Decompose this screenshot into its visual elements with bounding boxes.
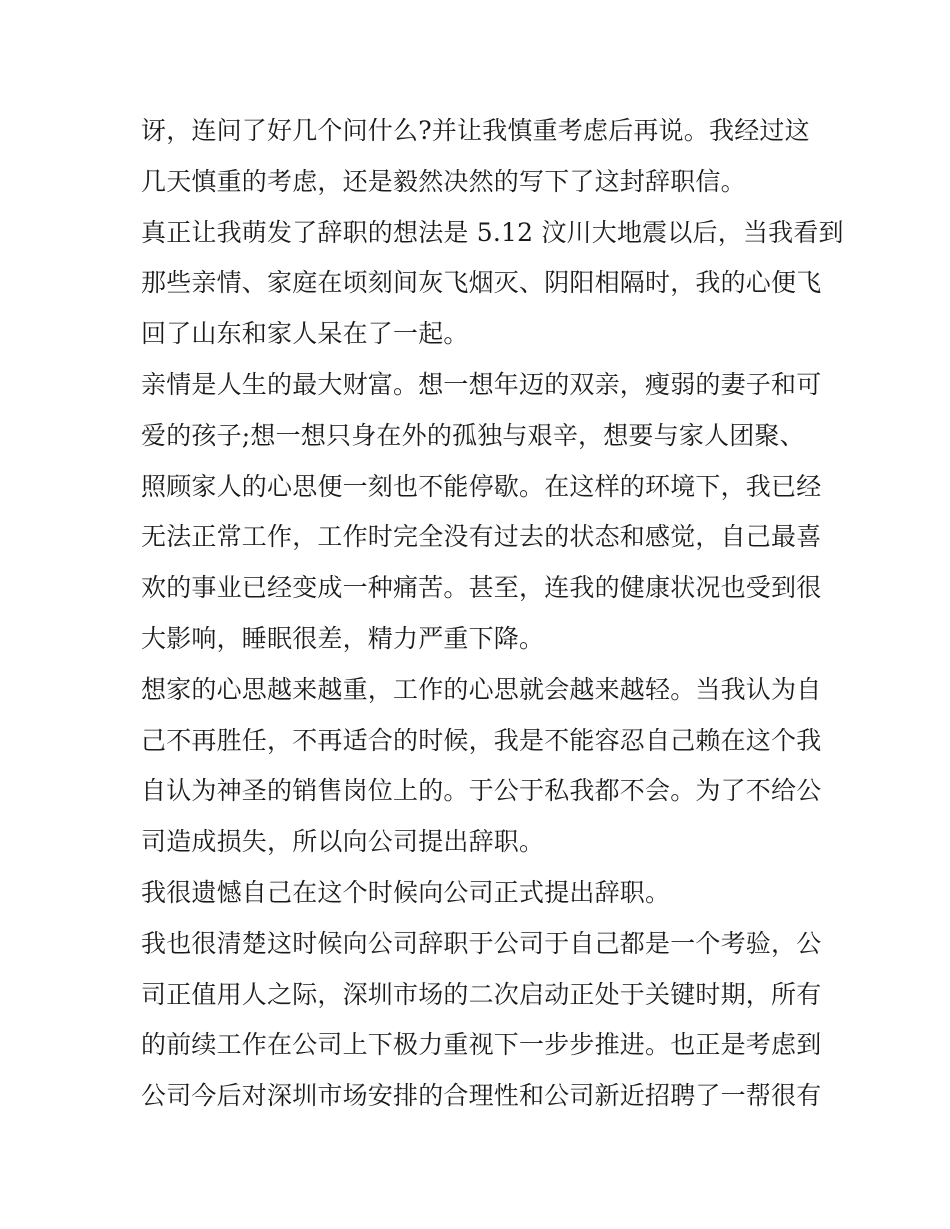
text-line: 我很遗憾自己在这个时候向公司正式提出辞职。: [141, 877, 671, 907]
text-line: 司造成损失，所以向公司提出辞职。: [141, 827, 545, 857]
text-line: 的前续工作在公司上下极力重视下一步步推进。也正是考虑到: [141, 1030, 822, 1060]
text-line: 亲情是人生的最大财富。想一想年迈的双亲，瘦弱的妻子和可: [141, 369, 822, 399]
text-line: 公司今后对深圳市场安排的合理性和公司新近招聘了一帮很有: [141, 1081, 822, 1111]
text-line: 自认为神圣的销售岗位上的。于公于私我都不会。为了不给公: [141, 776, 822, 806]
text-line: 想家的心思越来越重，工作的心思就会越来越轻。当我认为自: [141, 674, 822, 704]
text-line: 几天慎重的考虑，还是毅然决然的写下了这封辞职信。: [141, 166, 746, 196]
text-line: 讶，连问了好几个问什么?并让我慎重考虑后再说。我经过这: [141, 116, 810, 145]
text-line: 回了山东和家人呆在了一起。: [141, 319, 469, 349]
text-line: 真正让我萌发了辞职的想法是 5.12 汶川大地震以后，当我看到: [141, 217, 844, 247]
text-line: 我也很清楚这时候向公司辞职于公司于自己都是一个考验，公: [141, 928, 822, 958]
text-line: 欢的事业已经变成一种痛苦。甚至，连我的健康状况也受到很: [141, 573, 822, 603]
text-line: 爱的孩子;想一想只身在外的孤独与艰辛，想要与家人团聚、: [141, 420, 805, 450]
body-text: [141, 106, 844, 1122]
text-line: 无法正常工作，工作时完全没有过去的状态和感觉，自己最喜: [141, 522, 822, 552]
text-line: 大影响，睡眠很差，精力严重下降。: [141, 623, 545, 653]
text-line: 那些亲情、家庭在顷刻间灰飞烟灭、阴阳相隔时，我的心便飞: [141, 268, 822, 298]
text-line: 己不再胜任，不再适合的时候，我是不能容忍自己赖在这个我: [141, 725, 822, 755]
text-line: 司正值用人之际，深圳市场的二次启动正处于关键时期，所有: [141, 979, 822, 1009]
text-line: 照顾家人的心思便一刻也不能停歇。在这样的环境下，我已经: [141, 471, 822, 501]
